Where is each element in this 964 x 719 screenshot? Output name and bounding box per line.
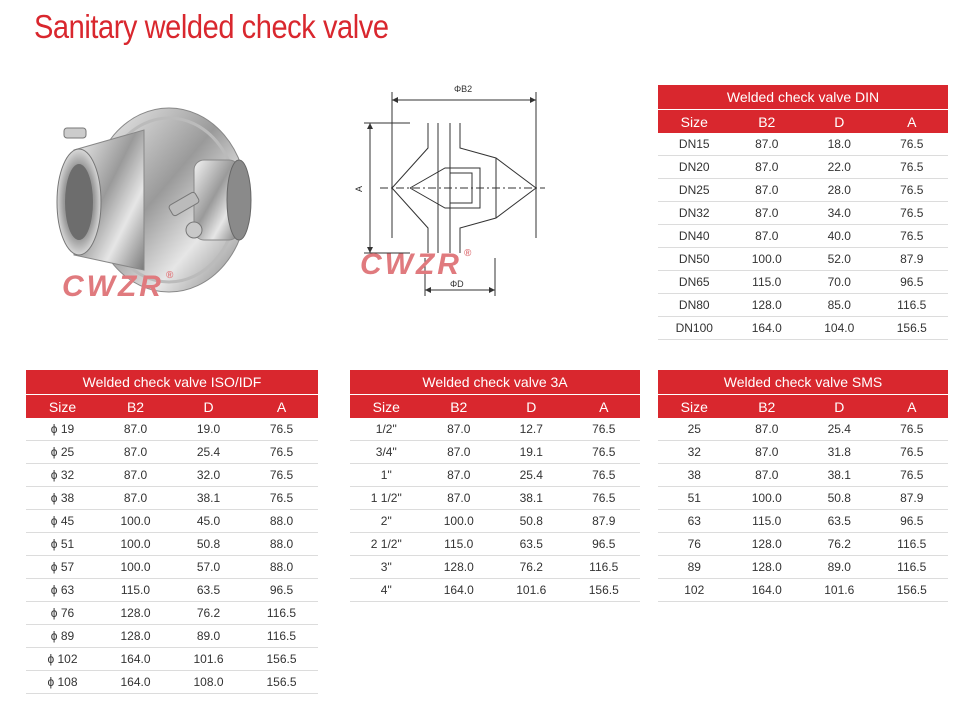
table-cell: 96.5 — [876, 271, 949, 294]
table-cell: 25.4 — [495, 464, 568, 487]
table-cell: 76.5 — [245, 464, 318, 487]
table-cell: 89 — [658, 556, 731, 579]
table-cell: 87.9 — [876, 487, 949, 510]
table-cell: 1 1/2" — [350, 487, 423, 510]
column-header: A — [876, 110, 949, 134]
table-cell: 101.6 — [172, 648, 245, 671]
table-cell: 87.0 — [99, 418, 172, 441]
table-cell: 76.5 — [245, 441, 318, 464]
table-cell: 100.0 — [731, 487, 804, 510]
table-cell: ϕ 19 — [26, 418, 99, 441]
table-cell: 76.5 — [876, 225, 949, 248]
table-cell: 38.1 — [803, 464, 876, 487]
table-row — [658, 202, 948, 225]
3a-spec-table — [350, 370, 640, 602]
table-cell: 115.0 — [731, 271, 804, 294]
table-cell: 88.0 — [245, 510, 318, 533]
table-cell: 50.8 — [495, 510, 568, 533]
table-row — [26, 418, 318, 441]
table-cell: 87.0 — [423, 441, 496, 464]
table-cell: 2" — [350, 510, 423, 533]
table-cell: DN100 — [658, 317, 731, 340]
table-cell: 76.5 — [245, 418, 318, 441]
table-row — [658, 156, 948, 179]
table-cell: ϕ 102 — [26, 648, 99, 671]
table-cell: 87.0 — [99, 464, 172, 487]
table-row — [26, 625, 318, 648]
table-cell: ϕ 108 — [26, 671, 99, 694]
column-header: D — [803, 395, 876, 419]
table-cell: 128.0 — [731, 533, 804, 556]
table-cell: 25.4 — [803, 418, 876, 441]
table-row — [658, 510, 948, 533]
iso-idf-spec-table — [26, 370, 318, 694]
table-cell: ϕ 89 — [26, 625, 99, 648]
table-cell: 87.0 — [99, 441, 172, 464]
table-cell: 12.7 — [495, 418, 568, 441]
table-cell: 128.0 — [731, 294, 804, 317]
table-cell: DN15 — [658, 133, 731, 156]
table-cell: 96.5 — [245, 579, 318, 602]
table-cell: 87.0 — [423, 487, 496, 510]
table-cell: 76.5 — [876, 441, 949, 464]
column-header: D — [803, 110, 876, 134]
table-cell: 96.5 — [568, 533, 641, 556]
table-cell: 100.0 — [99, 533, 172, 556]
table-cell: 101.6 — [495, 579, 568, 602]
dim-d-label: ΦD — [450, 279, 464, 289]
column-header: A — [876, 395, 949, 419]
table-cell: 102 — [658, 579, 731, 602]
table-cell: 87.9 — [568, 510, 641, 533]
table-row — [350, 556, 640, 579]
table-cell: 87.0 — [423, 464, 496, 487]
column-header: B2 — [731, 110, 804, 134]
table-cell: 76.2 — [803, 533, 876, 556]
din-spec-table — [658, 85, 948, 340]
table-cell: 128.0 — [423, 556, 496, 579]
column-header: Size — [26, 395, 99, 419]
table-cell: 76.2 — [172, 602, 245, 625]
table-cell: 63.5 — [495, 533, 568, 556]
column-header: D — [495, 395, 568, 419]
table-row — [26, 648, 318, 671]
table-cell: 63 — [658, 510, 731, 533]
table-cell: 164.0 — [99, 648, 172, 671]
table-cell: 50.8 — [803, 487, 876, 510]
table-cell: 18.0 — [803, 133, 876, 156]
table-cell: 51 — [658, 487, 731, 510]
table-cell: DN80 — [658, 294, 731, 317]
table-cell: 116.5 — [568, 556, 641, 579]
table-cell: ϕ 38 — [26, 487, 99, 510]
table-cell: 87.0 — [731, 202, 804, 225]
table-cell: 32.0 — [172, 464, 245, 487]
table-cell: 63.5 — [803, 510, 876, 533]
table-cell: 156.5 — [245, 671, 318, 694]
table-cell: 34.0 — [803, 202, 876, 225]
table-cell: 96.5 — [876, 510, 949, 533]
table-cell: 100.0 — [423, 510, 496, 533]
table-cell: 70.0 — [803, 271, 876, 294]
column-header: D — [172, 395, 245, 419]
table-row — [26, 602, 318, 625]
table-cell: 87.0 — [731, 156, 804, 179]
table-cell: 76.5 — [876, 133, 949, 156]
table-row — [26, 487, 318, 510]
table-cell: 108.0 — [172, 671, 245, 694]
table-cell: 116.5 — [876, 556, 949, 579]
table-row — [350, 464, 640, 487]
table-cell: 76.5 — [876, 464, 949, 487]
table-cell: 164.0 — [731, 317, 804, 340]
table-row — [658, 271, 948, 294]
table-cell: 156.5 — [876, 317, 949, 340]
table-cell: 128.0 — [731, 556, 804, 579]
column-header: B2 — [423, 395, 496, 419]
table-cell: 164.0 — [731, 579, 804, 602]
table-row — [658, 294, 948, 317]
table-cell: 76.5 — [876, 156, 949, 179]
dim-a-label: A — [354, 185, 364, 192]
table-cell: 115.0 — [99, 579, 172, 602]
table-cell: 100.0 — [99, 510, 172, 533]
table-cell: 57.0 — [172, 556, 245, 579]
table-cell: 156.5 — [876, 579, 949, 602]
table-cell: 88.0 — [245, 556, 318, 579]
table-caption: Welded check valve DIN — [658, 85, 948, 110]
column-header: A — [245, 395, 318, 419]
table-cell: DN25 — [658, 179, 731, 202]
table-cell: 116.5 — [876, 533, 949, 556]
table-cell: 76.5 — [876, 202, 949, 225]
table-row — [26, 671, 318, 694]
table-row — [26, 510, 318, 533]
table-cell: 28.0 — [803, 179, 876, 202]
table-row — [658, 317, 948, 340]
table-cell: ϕ 57 — [26, 556, 99, 579]
table-cell: 115.0 — [731, 510, 804, 533]
table-caption: Welded check valve 3A — [350, 370, 640, 395]
table-cell: 128.0 — [99, 602, 172, 625]
table-row — [658, 487, 948, 510]
sms-spec-table — [658, 370, 948, 602]
table-cell: 156.5 — [568, 579, 641, 602]
table-cell: 115.0 — [423, 533, 496, 556]
table-cell: 38.1 — [495, 487, 568, 510]
table-cell: 87.0 — [423, 418, 496, 441]
dim-b2-label: ΦB2 — [454, 84, 473, 94]
table-cell: ϕ 63 — [26, 579, 99, 602]
table-row — [658, 248, 948, 271]
table-row — [350, 418, 640, 441]
table-row — [26, 464, 318, 487]
table-row — [26, 441, 318, 464]
table-cell: 19.1 — [495, 441, 568, 464]
table-cell: 128.0 — [99, 625, 172, 648]
table-cell: 32 — [658, 441, 731, 464]
table-row — [658, 225, 948, 248]
table-cell: 19.0 — [172, 418, 245, 441]
table-cell: ϕ 32 — [26, 464, 99, 487]
brand-watermark-photo: CWZR ® — [62, 270, 174, 303]
table-cell: 31.8 — [803, 441, 876, 464]
table-cell: 87.0 — [731, 418, 804, 441]
table-cell: 63.5 — [172, 579, 245, 602]
table-cell: 87.9 — [876, 248, 949, 271]
table-row — [350, 441, 640, 464]
table-cell: 101.6 — [803, 579, 876, 602]
table-cell: 100.0 — [731, 248, 804, 271]
table-cell: 76.5 — [876, 179, 949, 202]
table-row — [658, 556, 948, 579]
table-cell: 76.5 — [245, 487, 318, 510]
table-caption: Welded check valve SMS — [658, 370, 948, 395]
table-cell: 87.0 — [731, 464, 804, 487]
table-cell: 116.5 — [245, 602, 318, 625]
table-cell: 89.0 — [172, 625, 245, 648]
column-header: B2 — [731, 395, 804, 419]
table-row — [26, 579, 318, 602]
table-cell: 25 — [658, 418, 731, 441]
table-row — [350, 487, 640, 510]
table-cell: 38.1 — [172, 487, 245, 510]
table-row — [658, 133, 948, 156]
table-row — [658, 533, 948, 556]
table-cell: DN40 — [658, 225, 731, 248]
brand-watermark-drawing: CWZR ® — [360, 248, 472, 281]
table-cell: 87.0 — [731, 225, 804, 248]
table-row — [658, 464, 948, 487]
table-cell: 1/2" — [350, 418, 423, 441]
table-cell: 89.0 — [803, 556, 876, 579]
table-row — [350, 579, 640, 602]
table-cell: 25.4 — [172, 441, 245, 464]
table-cell: 50.8 — [172, 533, 245, 556]
table-row — [350, 533, 640, 556]
table-cell: 116.5 — [876, 294, 949, 317]
table-cell: 87.0 — [731, 133, 804, 156]
table-cell: 76.5 — [568, 418, 641, 441]
table-cell: 87.0 — [731, 441, 804, 464]
column-header: Size — [350, 395, 423, 419]
table-cell: ϕ 76 — [26, 602, 99, 625]
table-cell: 40.0 — [803, 225, 876, 248]
table-cell: 22.0 — [803, 156, 876, 179]
table-cell: 76.5 — [876, 418, 949, 441]
table-row — [350, 510, 640, 533]
table-cell: 76.5 — [568, 487, 641, 510]
table-cell: 87.0 — [731, 179, 804, 202]
table-cell: 76.5 — [568, 441, 641, 464]
table-cell: 116.5 — [245, 625, 318, 648]
table-cell: 76.2 — [495, 556, 568, 579]
column-header: B2 — [99, 395, 172, 419]
page-title: Sanitary welded check valve — [34, 8, 389, 45]
table-row — [658, 179, 948, 202]
table-cell: 100.0 — [99, 556, 172, 579]
table-cell: 3/4" — [350, 441, 423, 464]
table-cell: 88.0 — [245, 533, 318, 556]
table-cell: 2 1/2" — [350, 533, 423, 556]
table-row — [26, 533, 318, 556]
table-cell: DN20 — [658, 156, 731, 179]
table-cell: ϕ 51 — [26, 533, 99, 556]
table-cell: 38 — [658, 464, 731, 487]
column-header: A — [568, 395, 641, 419]
table-row — [658, 579, 948, 602]
table-cell: 76.5 — [568, 464, 641, 487]
column-header: Size — [658, 395, 731, 419]
table-cell: 4" — [350, 579, 423, 602]
column-header: Size — [658, 110, 731, 134]
table-row — [658, 441, 948, 464]
table-cell: ϕ 45 — [26, 510, 99, 533]
table-cell: 76 — [658, 533, 731, 556]
table-cell: 3" — [350, 556, 423, 579]
table-cell: 164.0 — [423, 579, 496, 602]
table-cell: DN65 — [658, 271, 731, 294]
table-cell: 156.5 — [245, 648, 318, 671]
table-cell: DN32 — [658, 202, 731, 225]
table-cell: ϕ 25 — [26, 441, 99, 464]
table-cell: 45.0 — [172, 510, 245, 533]
table-caption: Welded check valve ISO/IDF — [26, 370, 318, 395]
table-cell: 87.0 — [99, 487, 172, 510]
table-cell: 85.0 — [803, 294, 876, 317]
table-cell: 164.0 — [99, 671, 172, 694]
table-cell: 1" — [350, 464, 423, 487]
table-cell: 104.0 — [803, 317, 876, 340]
table-cell: DN50 — [658, 248, 731, 271]
table-cell: 52.0 — [803, 248, 876, 271]
table-row — [26, 556, 318, 579]
table-row — [658, 418, 948, 441]
